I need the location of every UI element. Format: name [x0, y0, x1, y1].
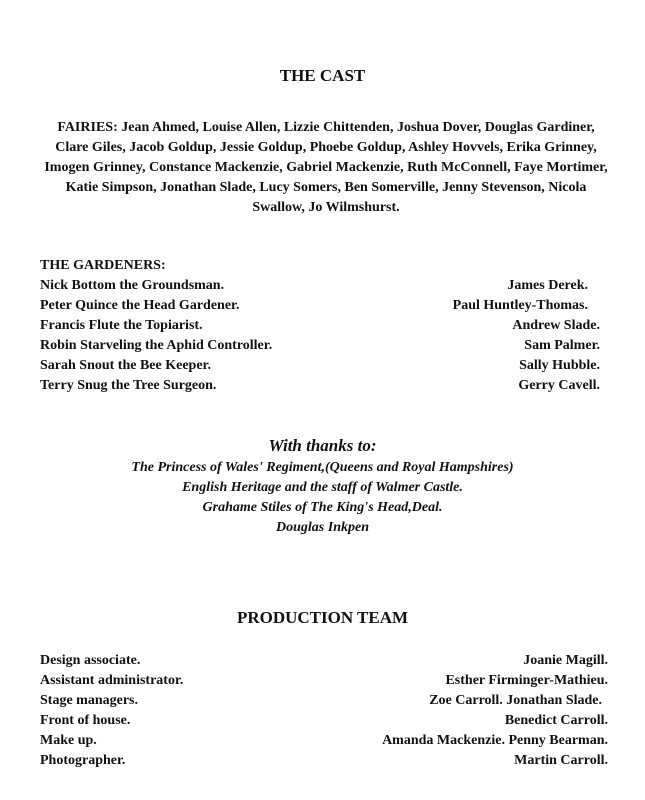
fairies-names: Jean Ahmed, Louise Allen, Lizzie Chittenden, Joshua Dover, Douglas Gardiner, Clare Giles, Jacob Goldup, Jessie Goldup, Phoebe Goldup, Ashley Hovvels, Erika Grinney, Imogen Grinney, Constance Mackenzie, Gabriel Mackenzie, Ruth McConnell, Faye Mortimer, Katie Simpson, Jonathan Slade, Lucy Somers, Ben Somerville, Jenny Stevenson, Nicola Swallow, Jo Wilmshurst. [44, 120, 608, 215]
production-role: Front of house. [40, 713, 131, 728]
production-person: Esther Firminger-Mathieu. [445, 673, 608, 688]
thanks-line: The Princess of Wales' Regiment,(Queens and Royal Hampshires) [131, 460, 514, 475]
production-person: Joanie Magill. [523, 653, 608, 668]
production-person: Benedict Carroll. [504, 713, 608, 728]
production-role: Make up. [40, 733, 97, 748]
gardener-actor: Gerry Cavell. [518, 378, 600, 393]
production-row [40, 651, 608, 671]
gardener-actor: Sam Palmer. [524, 338, 600, 353]
gardener-row [40, 336, 600, 356]
production-row [40, 671, 608, 691]
production-row [40, 751, 608, 771]
production-person: Zoe Carroll. Jonathan Slade. [429, 693, 602, 708]
production-role: Stage managers. [40, 693, 138, 708]
fairies-paragraph [40, 118, 612, 218]
gardener-role: Francis Flute the Topiarist. [40, 318, 203, 333]
gardener-row [40, 296, 600, 316]
gardeners-label: THE GARDENERS: [40, 258, 166, 273]
gardener-actor: James Derek. [507, 278, 588, 293]
thanks-line: English Heritage and the staff of Walmer Castle. [182, 480, 463, 495]
gardener-role: Robin Starveling the Aphid Controller. [40, 338, 273, 353]
production-row [40, 711, 608, 731]
thanks-section [0, 434, 645, 538]
production-role: Design associate. [40, 653, 141, 668]
gardener-row [40, 376, 600, 396]
gardener-role: Nick Bottom the Groundsman. [40, 278, 225, 293]
production-section [40, 651, 608, 771]
gardener-role: Sarah Snout the Bee Keeper. [40, 358, 211, 373]
gardener-row [40, 316, 600, 336]
gardener-actor: Sally Hubble. [519, 358, 600, 373]
gardener-actor: Andrew Slade. [512, 318, 600, 333]
gardener-row [40, 276, 600, 296]
thanks-line: Grahame Stiles of The King's Head,Deal. [202, 500, 443, 515]
gardener-actor: Paul Huntley-Thomas. [452, 298, 588, 313]
gardeners-section [40, 256, 600, 396]
production-person: Amanda Mackenzie. Penny Bearman. [382, 733, 608, 748]
production-row [40, 731, 608, 751]
production-row [40, 691, 608, 711]
thanks-line: Douglas Inkpen [276, 520, 369, 535]
cast-title: THE CAST [279, 66, 366, 85]
production-role: Photographer. [40, 753, 126, 768]
thanks-heading: With thanks to: [268, 436, 377, 455]
gardener-row [40, 356, 600, 376]
fairies-label: FAIRIES: [57, 120, 118, 135]
gardener-role: Terry Snug the Tree Surgeon. [40, 378, 217, 393]
production-role: Assistant administrator. [40, 673, 184, 688]
production-title: PRODUCTION TEAM [236, 608, 409, 627]
production-person: Martin Carroll. [514, 753, 608, 768]
gardener-role: Peter Quince the Head Gardener. [40, 298, 240, 313]
